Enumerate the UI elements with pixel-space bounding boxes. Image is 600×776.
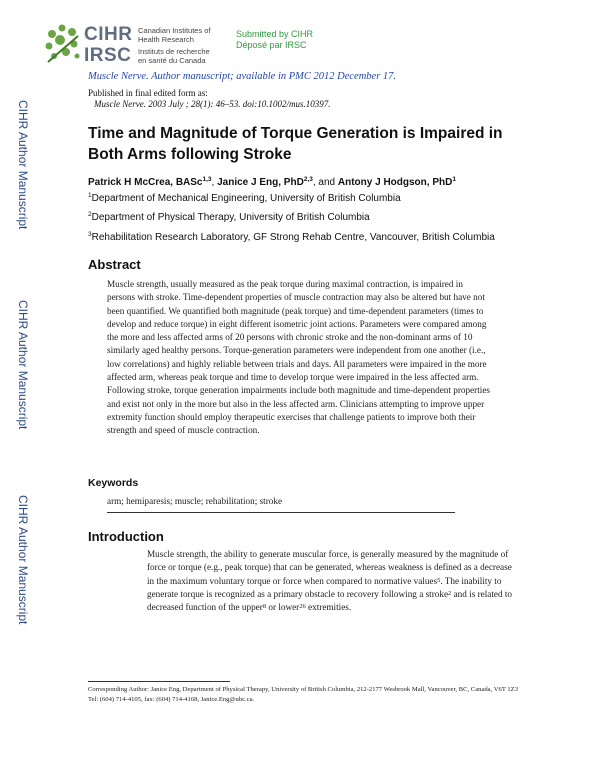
- abstract-text: Muscle strength, usually measured as the peak torque during maximal contraction, is impaired in persons with stroke. Time-dependent properties of muscle contraction may also be altered but have not been quantified. We quantified both magnitude (peak torque) and time-dependent parameters (times to develop and reduce torque) in eight different isometric joint actions. Parameters were compared among the more and less affected arms of 20 persons with chronic stroke and the non-dominant arms of 10 similarly aged healthy persons. Torque-generation parameters were independent from one another (i.e., low correlations) and highly reliable between trials and days. All parameters were impaired in the more affected arm, whereas peak torque and time to develop torque were impaired in the less affected arm. Following stroke, torque generation impairments include both magnitude and time-dependent properties and exist not only in the more but also in the less affected arm. Clinicians attempting to improve upper extremity function should employ therapeutic exercises that challenge patients to improve both their strength and speed of muscle contraction.: [107, 279, 490, 436]
- logo-french-name: Instituts de recherche en santé du Canada: [138, 47, 210, 65]
- abstract-heading: Abstract: [88, 257, 141, 272]
- logo-irsc-text: IRSC: [84, 45, 132, 66]
- citation: Muscle Nerve. 2003 July ; 28(1): 46–53. doi:10.1002/mus.10397.: [94, 99, 331, 109]
- introduction-text: Muscle strength, the ability to generate muscular force, is generally measured by the magnitude of force or torque (e.g., peak torque) that can be generated, whereas weakness is defined as a decrease in the maximum voluntary torque or force when compared to normative values$^5$. The inability to generate torque is recognized as a primary obstacle to recovery following a stroke$^2$ and is related to decreased function of the upper$^8$ or lower$^{26}$ extremities.: [147, 549, 513, 613]
- published-label: Published in final edited form as:: [88, 88, 208, 98]
- keywords-divider: [107, 512, 455, 513]
- author-list: Patrick H McCrea, BASc$^{1,3}$, Janice J Eng, PhD$^{2,3}$, and Antony J Hodgson, PhD$^1$: [88, 176, 456, 188]
- side-watermark: CIHR Author Manuscript: [16, 100, 30, 230]
- logo-cihr-text: CIHR: [84, 24, 133, 45]
- journal-availability-line[interactable]: Muscle Nerve. Author manuscript; available in PMC 2012 December 17.: [88, 71, 397, 82]
- side-watermark: CIHR Author Manuscript: [16, 300, 30, 430]
- affiliation: $^1$Department of Mechanical Engineering, University of British Columbia: [88, 192, 401, 204]
- citation-ref: 5: [437, 576, 441, 584]
- author-name: Antony J Hodgson, PhD: [337, 177, 453, 188]
- author-affil-sup: 1: [452, 176, 456, 183]
- article-title: Time and Magnitude of Torque Generation is Impaired in Both Arms following Stroke: [88, 125, 503, 163]
- corresponding-author-footnote: Corresponding Author: Janice Eng, Department of Physical Therapy, University of British Columbia, 212-2177 Wesbrook Mall, Vancouver, BC, Canada, V6T 1Z3 Tel: (604) 714-4105, fax: (604) 714-4168, Janice.Eng@ubc.ca.: [88, 686, 518, 703]
- citation-ref: 8: [262, 603, 267, 611]
- citation-ref: 26: [299, 603, 306, 611]
- cihr-logo: [44, 22, 234, 68]
- maple-leaf-logo-icon: [44, 22, 84, 66]
- keywords-heading: Keywords: [88, 477, 139, 489]
- footnote-divider: [88, 681, 230, 682]
- author-name: Patrick H McCrea, BASc: [88, 177, 203, 188]
- affiliation: $^3$Rehabilitation Research Laboratory, GF Strong Rehab Centre, Vancouver, British Columbia: [88, 231, 495, 243]
- author-name: Janice J Eng, PhD: [217, 177, 304, 188]
- side-watermark: CIHR Author Manuscript: [16, 495, 30, 625]
- author-affil-sup: 2,3: [303, 176, 313, 183]
- author-affil-sup: 1,3: [202, 176, 212, 183]
- submitted-by-label: Submitted by CIHR Déposé par IRSC: [236, 29, 314, 50]
- citation-ref: 2: [448, 589, 452, 597]
- affiliation: $^2$Department of Physical Therapy, University of British Columbia: [88, 211, 370, 223]
- logo-english-name: Canadian Institutes of Health Research: [138, 26, 211, 44]
- introduction-heading: Introduction: [88, 529, 164, 544]
- keywords-text: arm; hemiparesis; muscle; rehabilitation; stroke: [107, 496, 283, 506]
